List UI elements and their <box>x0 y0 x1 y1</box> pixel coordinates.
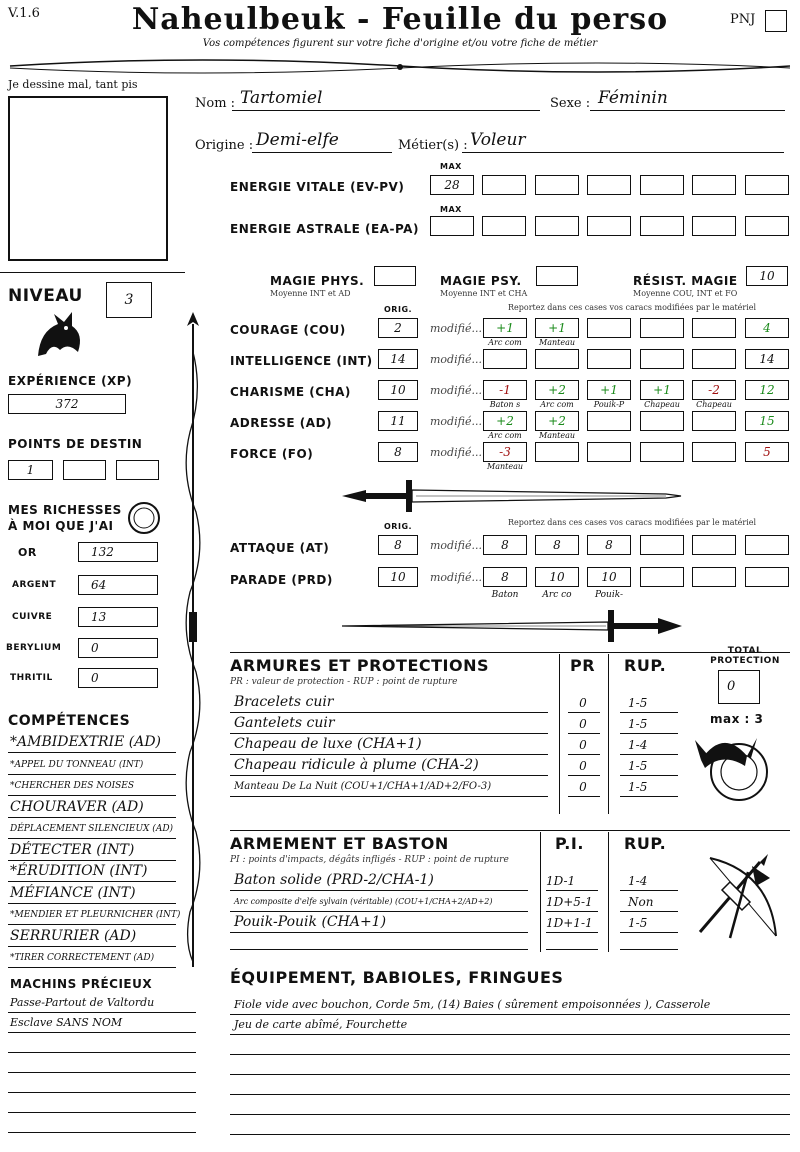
combat-label: PARADE (PRD) <box>230 573 333 587</box>
weapon-row-line <box>230 911 528 912</box>
skill-line <box>8 881 176 882</box>
precious-line <box>8 1112 196 1113</box>
armor-pr-label: PR <box>570 656 596 675</box>
equipment-line <box>230 1034 790 1035</box>
weapon-item-name[interactable]: Arc composite d'elfe sylvain (véritable) (COU+1/CHA+2/AD+2) <box>234 897 493 906</box>
skill-item[interactable]: *APPEL DU TONNEAU (INT) <box>10 759 144 770</box>
stat-mod-note: Baton s <box>489 400 521 409</box>
skill-line <box>8 795 176 796</box>
magic-resist-value[interactable]: 10 <box>746 266 788 286</box>
stat-label: FORCE (FO) <box>230 447 314 461</box>
skill-line <box>8 752 176 753</box>
sword-icon <box>336 478 686 514</box>
weapon-rup-line <box>620 949 678 950</box>
stat-mod-note: Arc com <box>488 431 522 440</box>
armor-pr-line <box>568 712 600 713</box>
stat-mod-cell[interactable] <box>587 442 631 462</box>
portrait-box[interactable] <box>8 96 168 261</box>
stat-orig-value[interactable]: 11 <box>378 411 418 431</box>
armor-pr-line <box>568 775 600 776</box>
magic-resist-label: RÉSIST. MAGIE <box>633 274 738 288</box>
weapon-rup-line <box>620 890 678 891</box>
wealth-cuivre-value[interactable]: 13 <box>78 607 158 627</box>
skill-item[interactable]: *CHERCHER DES NOISES <box>10 781 135 791</box>
combat-mod-cell[interactable]: 8 <box>587 535 631 555</box>
stat-orig-value[interactable]: 8 <box>378 442 418 462</box>
level-value[interactable]: 3 <box>106 282 152 318</box>
weapon-item-pi[interactable]: 1D-1 <box>546 874 576 888</box>
combat-label: ATTAQUE (AT) <box>230 541 330 555</box>
version-label: V.1.6 <box>8 6 40 21</box>
stat-mod-note: Arc com <box>540 400 574 409</box>
stat-final-cell[interactable]: 4 <box>745 318 789 338</box>
weapon-pi-line <box>546 949 598 950</box>
ev-box-3[interactable] <box>535 175 579 195</box>
skill-line <box>8 946 176 947</box>
armor-item-rup[interactable]: 1-5 <box>628 759 648 773</box>
nom-value[interactable]: Tartomiel <box>240 88 323 108</box>
stat-mod-cell[interactable] <box>640 411 684 431</box>
stat-orig-value[interactable]: 10 <box>378 380 418 400</box>
stat-mod-cell[interactable]: +2 <box>483 411 527 431</box>
stat-mod-cell[interactable]: -2 <box>692 380 736 400</box>
stat-mod-note: Manteau <box>539 338 575 347</box>
stat-modifie-label: modifié... <box>430 384 482 397</box>
stat-modifie-label: modifié... <box>430 446 482 459</box>
header-flourish <box>0 52 800 80</box>
weapon-rup-line <box>620 932 678 933</box>
weapons-icon <box>690 852 790 942</box>
weapons-title: ARMEMENT ET BASTON <box>230 834 449 853</box>
weapons-rup-label: RUP. <box>624 834 667 853</box>
stat-mod-cell[interactable] <box>587 349 631 369</box>
portrait-caption: Je dessine mal, tant pis <box>8 78 138 91</box>
weapon-row-line <box>230 932 528 933</box>
ev-box-4[interactable] <box>587 175 631 195</box>
armor-pr-line <box>568 796 600 797</box>
stat-orig-value[interactable]: 14 <box>378 349 418 369</box>
armor-item-rup[interactable]: 1-5 <box>628 696 648 710</box>
skills-title: COMPÉTENCES <box>8 713 131 729</box>
combat-note: Pouik- <box>594 590 624 600</box>
metier-label: Métier(s) : <box>398 138 468 153</box>
combat-modifie-label: modifié... <box>430 539 482 552</box>
armor-title: ARMURES ET PROTECTIONS <box>230 656 489 675</box>
skill-line <box>8 817 176 818</box>
ea-box-2[interactable] <box>482 216 526 236</box>
combat-orig-value[interactable]: 10 <box>378 567 418 587</box>
armor-total-value[interactable]: 0 <box>718 670 760 704</box>
skill-item[interactable]: *TIRER CORRECTEMENT (AD) <box>10 953 155 963</box>
ev-box-6[interactable] <box>692 175 736 195</box>
stats-orig-label: ORIG. <box>384 305 413 314</box>
wealth-or-label: OR <box>18 546 37 559</box>
ev-max-label: MAX <box>440 162 462 171</box>
armor-col-divider <box>608 654 609 814</box>
armor-rup-line <box>620 754 678 755</box>
equipment-line-text[interactable]: Fiole vide avec bouchon, Corde 5m, (14) Baies ( sûrement empoisonnées ), Casserole <box>234 998 711 1011</box>
stat-mod-cell[interactable]: -1 <box>483 380 527 400</box>
stat-mod-cell[interactable] <box>587 411 631 431</box>
stat-mod-cell[interactable]: -3 <box>483 442 527 462</box>
armor-item-pr[interactable]: 0 <box>579 738 587 752</box>
xp-value[interactable]: 372 <box>8 394 126 414</box>
combat-mod-cell[interactable]: 8 <box>483 535 527 555</box>
weapon-pi-line <box>546 932 598 933</box>
armor-item-pr[interactable]: 0 <box>579 759 587 773</box>
stat-mod-cell[interactable]: +1 <box>483 318 527 338</box>
combat-note: Arc co <box>542 590 572 600</box>
precious-item[interactable]: Esclave SANS NOM <box>10 1016 123 1029</box>
weapon-item-name[interactable]: Baton solide (PRD-2/CHA-1) <box>234 872 434 888</box>
wealth-argent-value[interactable]: 64 <box>78 575 158 595</box>
weapon-item-pi[interactable]: 1D+5-1 <box>546 895 593 909</box>
skill-item[interactable]: *AMBIDEXTRIE (AD) <box>10 734 162 750</box>
ev-box-5[interactable] <box>640 175 684 195</box>
equipment-line <box>230 1114 790 1115</box>
wealth-thritil-value[interactable]: 0 <box>78 668 158 688</box>
combat-mod-cell[interactable] <box>692 567 736 587</box>
staff-decoration <box>178 312 208 972</box>
stat-mod-cell[interactable] <box>692 349 736 369</box>
skill-item[interactable]: DÉTECTER (INT) <box>10 841 135 858</box>
combat-modifie-label: modifié... <box>430 571 482 584</box>
weapons-col-divider <box>540 832 541 952</box>
weapon-item-name[interactable]: Pouik-Pouik (CHA+1) <box>234 914 387 930</box>
ev-label: ENERGIE VITALE (EV-PV) <box>230 180 405 194</box>
destiny-box-2[interactable] <box>63 460 106 480</box>
skill-line <box>8 774 176 775</box>
stat-mod-cell[interactable] <box>535 442 579 462</box>
stat-modifie-label: modifié... <box>430 322 482 335</box>
combat-mod-cell[interactable]: 8 <box>483 567 527 587</box>
weapons-subtitle: PI : points d'impacts, dégâts infligés - RUP : point de rupture <box>230 855 509 865</box>
stat-mod-note: Manteau <box>539 431 575 440</box>
wealth-cuivre-label: CUIVRE <box>12 612 53 622</box>
stat-mod-cell[interactable] <box>692 442 736 462</box>
stat-final-cell[interactable]: 14 <box>745 349 789 369</box>
magic-psy-value[interactable] <box>536 266 578 286</box>
wealth-thritil-label: THRITIL <box>10 673 53 683</box>
armor-row-line <box>230 754 548 755</box>
skill-item[interactable]: DÉPLACEMENT SILENCIEUX (AD) <box>10 824 174 834</box>
stat-modifie-label: modifié... <box>430 415 482 428</box>
ea-label: ENERGIE ASTRALE (EA-PA) <box>230 222 419 236</box>
combat-mod-cell[interactable] <box>640 567 684 587</box>
coin-icon <box>126 500 162 536</box>
stats-report-note: Reportez dans ces cases vos caracs modifiées par le matériel <box>508 303 757 312</box>
magic-phys-value[interactable] <box>374 266 416 286</box>
stat-mod-cell[interactable]: +1 <box>535 318 579 338</box>
magic-phys-label: MAGIE PHYS. <box>270 274 365 288</box>
stat-mod-cell[interactable] <box>535 349 579 369</box>
stat-modifie-label: modifié... <box>430 353 482 366</box>
armor-item-rup[interactable]: 1-5 <box>628 717 648 731</box>
ea-box-1[interactable] <box>430 216 474 236</box>
armor-item-name[interactable]: Gantelets cuir <box>234 715 335 731</box>
equipment-line <box>230 1074 790 1075</box>
wealth-argent-label: ARGENT <box>12 580 57 590</box>
armor-pr-line <box>568 733 600 734</box>
stat-label: COURAGE (COU) <box>230 323 346 337</box>
weapon-item-rup[interactable]: 1-4 <box>628 874 648 888</box>
stat-label: INTELLIGENCE (INT) <box>230 354 373 368</box>
nom-label: Nom : <box>195 96 236 111</box>
skill-item[interactable]: *MENDIER ET PLEURNICHER (INT) <box>10 910 181 920</box>
armor-row-line <box>230 775 548 776</box>
weapon-item-rup[interactable]: 1-5 <box>628 916 648 930</box>
stat-mod-note: Chapeau <box>644 400 680 409</box>
magic-resist-note: Moyenne COU, INT et FO <box>633 289 738 298</box>
stat-mod-cell[interactable]: +1 <box>587 380 631 400</box>
combat-mod-cell[interactable] <box>640 535 684 555</box>
combat-final-cell[interactable] <box>745 567 789 587</box>
magic-psy-note: Moyenne INT et CHA <box>440 289 528 298</box>
skill-item[interactable]: SERRURIER (AD) <box>10 927 137 944</box>
stat-mod-cell[interactable]: +2 <box>535 411 579 431</box>
stat-mod-note: Pouik-P <box>593 400 625 409</box>
weapon-row-line <box>230 949 528 950</box>
armor-max-label: max : 3 <box>710 712 764 726</box>
combat-mod-cell[interactable]: 8 <box>535 535 579 555</box>
helmet-shield-icon <box>695 726 775 806</box>
ea-box-7[interactable] <box>745 216 789 236</box>
page-subtitle: Vos compétences figurent sur votre fiche d'origine et/ou votre fiche de métier <box>202 38 598 49</box>
weapon-pi-line <box>546 911 598 912</box>
stat-mod-note: Arc com <box>488 338 522 347</box>
skill-item[interactable]: *ÉRUDITION (INT) <box>10 863 148 879</box>
equipment-line <box>230 1134 790 1135</box>
precious-title: MACHINS PRÉCIEUX <box>10 977 153 991</box>
weapon-pi-line <box>546 890 598 891</box>
stat-mod-cell[interactable] <box>692 411 736 431</box>
armor-item-name[interactable]: Chapeau de luxe (CHA+1) <box>234 736 422 752</box>
armor-item-rup[interactable]: 1-4 <box>628 738 648 752</box>
origine-label: Origine : <box>195 138 254 153</box>
equipment-line <box>230 1014 790 1015</box>
ea-box-3[interactable] <box>535 216 579 236</box>
weapons-col-divider <box>608 832 609 952</box>
stat-label: ADRESSE (AD) <box>230 416 333 430</box>
combat-final-cell[interactable] <box>745 535 789 555</box>
weapon-row-line <box>230 890 528 891</box>
wealth-label-1: MES RICHESSES <box>8 503 122 517</box>
dragon-icon <box>28 306 88 366</box>
skill-item[interactable]: MÉFIANCE (INT) <box>10 884 136 901</box>
stat-label: CHARISME (CHA) <box>230 385 351 399</box>
precious-line <box>8 1032 196 1033</box>
armor-item-pr[interactable]: 0 <box>579 717 587 731</box>
wealth-berylium-label: BERYLIUM <box>6 643 62 653</box>
armor-rup-line <box>620 775 678 776</box>
stat-mod-cell[interactable]: +2 <box>535 380 579 400</box>
weapon-rup-line <box>620 911 678 912</box>
stat-mod-note: Manteau <box>487 462 523 471</box>
pnj-label: PNJ <box>730 12 756 27</box>
stat-mod-cell[interactable]: +1 <box>640 380 684 400</box>
armor-item-rup[interactable]: 1-5 <box>628 780 648 794</box>
ev-box-7[interactable] <box>745 175 789 195</box>
skill-item[interactable]: CHOURAVER (AD) <box>10 798 144 815</box>
combat-mod-cell[interactable]: 10 <box>587 567 631 587</box>
armor-rup-line <box>620 733 678 734</box>
ea-max-label: MAX <box>440 205 462 214</box>
wealth-label-2: À MOI QUE J'AI <box>8 519 114 533</box>
armor-subtitle: PR : valeur de protection - RUP : point de rupture <box>230 677 458 687</box>
origine-value[interactable]: Demi-elfe <box>256 130 339 150</box>
skill-line <box>8 924 176 925</box>
stat-final-cell[interactable]: 5 <box>745 442 789 462</box>
armor-row-line <box>230 733 548 734</box>
armor-item-name[interactable]: Chapeau ridicule à plume (CHA-2) <box>234 757 479 773</box>
ea-box-4[interactable] <box>587 216 631 236</box>
skill-line <box>8 838 176 839</box>
armor-rup-line <box>620 712 678 713</box>
combat-orig-value[interactable]: 8 <box>378 535 418 555</box>
stat-mod-cell[interactable] <box>640 349 684 369</box>
precious-item[interactable]: Passe-Partout de Valtordu <box>10 996 155 1009</box>
pnj-checkbox[interactable] <box>765 10 787 32</box>
equipment-line <box>230 1094 790 1095</box>
stat-mod-cell[interactable] <box>640 318 684 338</box>
combat-note: Baton <box>491 590 519 600</box>
stat-mod-note: Chapeau <box>696 400 732 409</box>
armor-total-label: TOTAL PROTECTION <box>710 646 780 666</box>
stat-orig-value[interactable]: 2 <box>378 318 418 338</box>
armor-col-divider <box>559 654 560 814</box>
precious-line <box>8 1092 196 1093</box>
xp-label: EXPÉRIENCE (XP) <box>8 374 133 388</box>
armor-item-name[interactable]: Bracelets cuir <box>234 694 334 710</box>
stat-mod-cell[interactable] <box>587 318 631 338</box>
combat-mod-cell[interactable] <box>692 535 736 555</box>
armor-item-pr[interactable]: 0 <box>579 696 587 710</box>
equipment-line-text[interactable]: Jeu de carte abîmé, Fourchette <box>234 1018 408 1031</box>
precious-line <box>8 1132 196 1133</box>
armor-row-line <box>230 796 548 797</box>
stat-mod-cell[interactable] <box>483 349 527 369</box>
magic-phys-note: Moyenne INT et AD <box>270 289 351 298</box>
precious-line <box>8 1012 196 1013</box>
sexe-value[interactable]: Féminin <box>598 88 668 108</box>
combat-mod-cell[interactable]: 10 <box>535 567 579 587</box>
ea-box-5[interactable] <box>640 216 684 236</box>
metier-value[interactable]: Voleur <box>470 130 526 150</box>
skill-line <box>8 967 176 968</box>
sword-icon <box>338 608 688 644</box>
wealth-or-value[interactable]: 132 <box>78 542 158 562</box>
level-label: NIVEAU <box>8 286 83 306</box>
weapon-item-rup[interactable]: Non <box>628 895 654 909</box>
armor-item-pr[interactable]: 0 <box>579 780 587 794</box>
destiny-box-3[interactable] <box>116 460 159 480</box>
stat-final-cell[interactable]: 15 <box>745 411 789 431</box>
armor-item-name[interactable]: Manteau De La Nuit (COU+1/CHA+1/AD+2/FO-3) <box>234 781 492 792</box>
weapon-item-pi[interactable]: 1D+1-1 <box>546 916 593 930</box>
weapons-pi-label: P.I. <box>555 834 584 853</box>
wealth-berylium-value[interactable]: 0 <box>78 638 158 658</box>
equipment-title: ÉQUIPEMENT, BABIOLES, FRINGUES <box>230 968 564 987</box>
sexe-label: Sexe : <box>550 96 591 111</box>
combat-report-note: Reportez dans ces cases vos caracs modifiées par le matériel <box>508 518 757 527</box>
ev-box-1[interactable]: 28 <box>430 175 474 195</box>
armor-row-line <box>230 712 548 713</box>
armor-rup-line <box>620 796 678 797</box>
stat-mod-cell[interactable] <box>640 442 684 462</box>
equipment-line <box>230 1054 790 1055</box>
skill-line <box>8 860 176 861</box>
stat-final-cell[interactable]: 12 <box>745 380 789 400</box>
armor-pr-line <box>568 754 600 755</box>
magic-psy-label: MAGIE PSY. <box>440 274 522 288</box>
combat-orig-label: ORIG. <box>384 522 413 531</box>
armor-rup-label: RUP. <box>624 656 667 675</box>
ev-box-2[interactable] <box>482 175 526 195</box>
destiny-label: POINTS DE DESTIN <box>8 437 143 451</box>
precious-line <box>8 1072 196 1073</box>
ea-box-6[interactable] <box>692 216 736 236</box>
page-title: Naheulbeuk - Feuille du perso <box>131 2 669 37</box>
destiny-box-1[interactable]: 1 <box>8 460 53 480</box>
precious-line <box>8 1052 196 1053</box>
stat-mod-cell[interactable] <box>692 318 736 338</box>
skill-line <box>8 903 176 904</box>
